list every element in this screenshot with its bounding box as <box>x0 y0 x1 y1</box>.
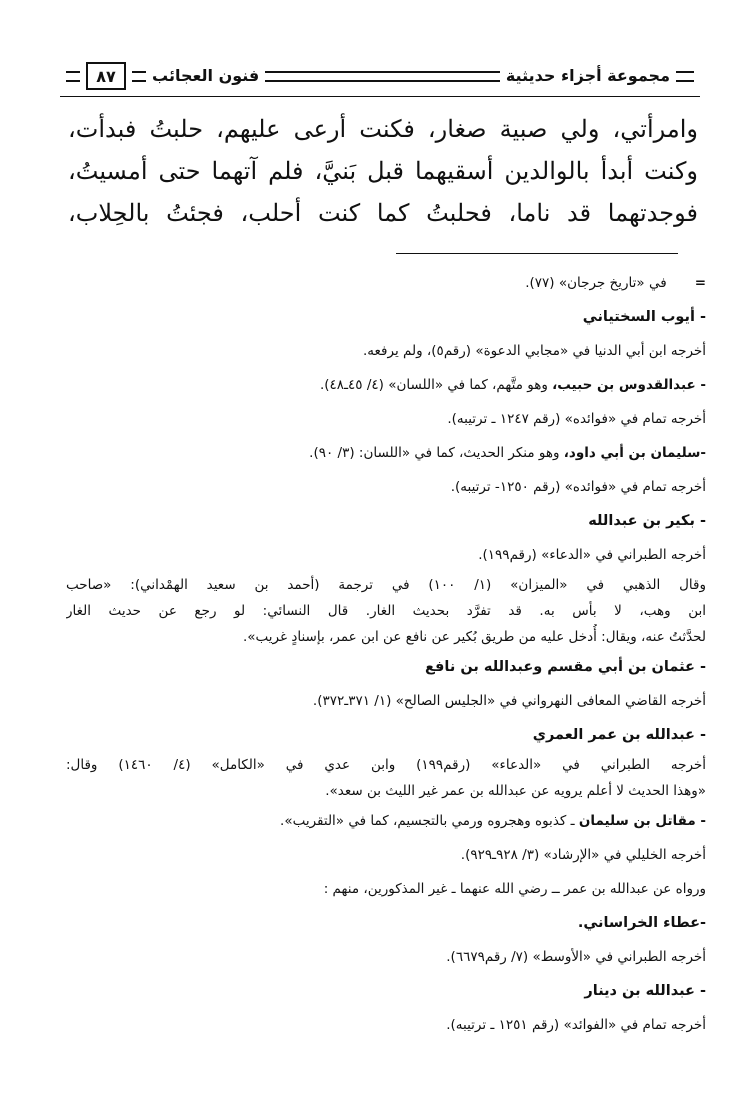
footnote-line: وقال الذهبي في «الميزان» (١/ ١٠٠) في ترجمة (أحمد بن سعيد الهمْداني): «صاحب <box>66 577 706 593</box>
main-text-line: فوجدتهما قد ناما، فحلبتُ كما كنت أحلب، فجئتُ بالحِلاب، <box>68 199 698 227</box>
footnote-line: ورواه عن عبدالله بن عمر ــ رضي الله عنهما ـ غير المذكورين، منهم : <box>323 881 706 897</box>
narrator-heading: - عبدالله بن دينار <box>584 983 706 999</box>
footnote-line <box>66 266 706 300</box>
header-rule-left-inner <box>132 71 146 82</box>
footnote-text: وهو متَّهم، كما في «اللسان» (٤/ ٤٥ـ٤٨). <box>319 377 553 393</box>
footnote-line <box>66 436 706 470</box>
footnote-separator <box>396 253 678 254</box>
header-rule-middle <box>265 71 500 82</box>
main-text-line: وامرأتي، ولي صبية صغار، فكنت أرعى عليهم، حلبتُ فبدأت، <box>68 115 698 143</box>
section-title: فنون العجائب <box>152 66 260 85</box>
footnote-text: ـ كذبوه وهجروه ورمي بالتجسيم، كما في «التقريب». <box>280 813 579 829</box>
footnote-line: أخرجه تمام في «فوائده» (رقم ١٢٤٧ ـ ترتيبه). <box>447 411 706 427</box>
footnote-line: أخرجه الخليلي في «الإرشاد» (٣/ ٩٢٨ـ٩٢٩). <box>460 847 706 863</box>
footnote-line: أخرجه تمام في «فوائده» (رقم ١٢٥٠- ترتيبه). <box>450 479 706 495</box>
footnote-text: وهو منكر الحديث، كما في «اللسان: (٣/ ٩٠). <box>309 445 564 461</box>
page-number: ٨٧ <box>86 62 126 90</box>
continuation-mark: = <box>694 275 706 291</box>
header-rule-left-outer <box>66 71 80 82</box>
footnote-line: أخرجه الطبراني في «الدعاء» (رقم١٩٩). <box>478 547 706 563</box>
header-rule-right <box>676 71 694 82</box>
narrator-heading: - عثمان بن أبي مقسم وعبدالله بن نافع <box>425 659 706 675</box>
narrator-heading: - أيوب السختياني <box>582 309 706 325</box>
footnote-line: أخرجه تمام في «الفوائد» (رقم ١٢٥١ ـ ترتيبه). <box>446 1017 706 1033</box>
main-text-line: وكنت أبدأ بالوالدين أسقيهما قبل بَنيَّ، فلم آتهما حتى أمسيتُ، <box>68 157 698 185</box>
main-text <box>68 108 698 234</box>
footnote-line: لحدَّثتُ عنه، ويقال: أُدخل عليه من طريق بُكير عن نافع عن ابن عمر، بإسنادٍ غريب». <box>242 629 706 645</box>
footnotes <box>66 266 706 1042</box>
running-header <box>60 58 700 94</box>
narrator-heading: - عبدالله بن عمر العمري <box>532 727 706 743</box>
footnote-line <box>66 368 706 402</box>
footnote-line <box>66 804 706 838</box>
book-title: مجموعة أجزاء حديثية <box>505 66 670 85</box>
footnote-text: في «تاريخ جرجان» (٧٧). <box>525 275 667 291</box>
narrator-name: -سليمان بن أبي داود، <box>563 445 706 461</box>
narrator-name: - عبدالقدوس بن حبيب، <box>552 377 706 393</box>
footnote-line: أخرجه ابن أبي الدنيا في «مجابي الدعوة» (رقم٥)، ولم يرفعه. <box>363 343 706 359</box>
narrator-name: - مقاتل بن سليمان <box>578 813 706 829</box>
narrator-heading: -عطاء الخراساني. <box>577 915 706 931</box>
footnote-line: ابن وهب، لا بأس به. قد تفرَّد بحديث الغار. قال النسائي: لو رجع عن حديث الغار <box>66 603 706 619</box>
footnote-line: «وهذا الحديث لا أعلم يرويه عن عبدالله بن عمر غير الليث بن سعد». <box>325 783 706 799</box>
header-divider <box>60 96 700 97</box>
footnote-line: أخرجه الطبراني في «الأوسط» (٧/ رقم٦٦٧٩). <box>446 949 706 965</box>
narrator-heading: - بكير بن عبدالله <box>588 513 706 529</box>
footnote-line: أخرجه القاضي المعافى النهرواني في «الجليس الصالح» (١/ ٣٧١ـ٣٧٢). <box>312 693 706 709</box>
footnote-line: أخرجه الطبراني في «الدعاء» (رقم١٩٩) وابن عدي في «الكامل» (٤/ ١٤٦٠) وقال: <box>66 757 706 773</box>
